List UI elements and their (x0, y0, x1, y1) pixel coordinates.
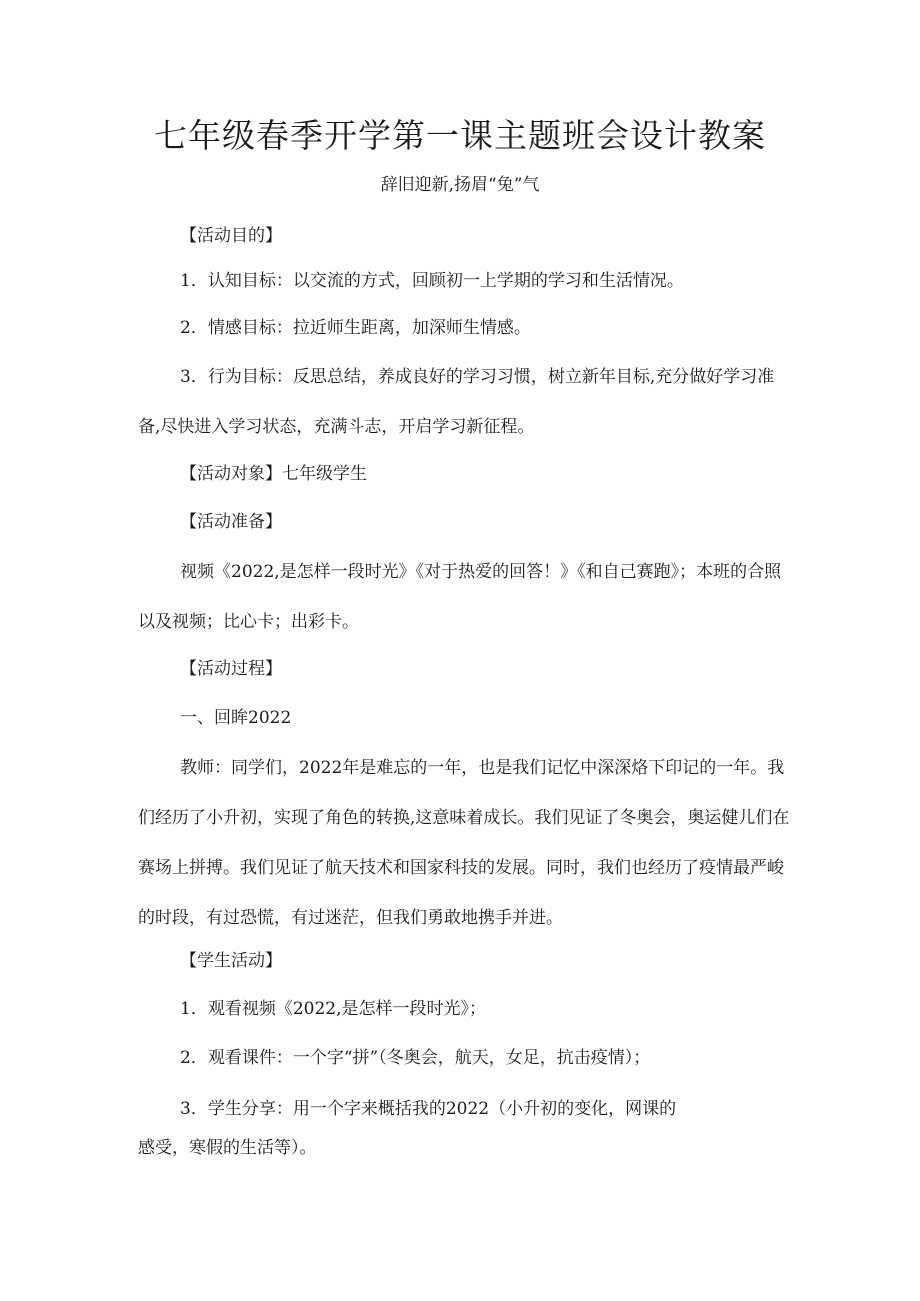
student-item-3-continued: 感受，寒假的生活等）。 (138, 1138, 317, 1158)
student-heading: 【学生活动】 (180, 951, 282, 971)
process-heading: 【活动过程】 (180, 659, 282, 679)
section-heading-1: 一、回眸2022 (180, 708, 292, 728)
goal-heading: 【活动目的】 (180, 226, 282, 246)
goal-item-2: 2．情感目标：拉近师生距离，加深师生情感。 (180, 318, 531, 338)
goal-item-1: 1．认知目标：以交流的方式，回顾初一上学期的学习和生活情况。 (180, 271, 684, 291)
prep-text: 视频《2022,是怎样一段时光》《对于热爱的回答！》《和自己赛跑》；本班的合照以及视频；比心卡；出彩卡。 (138, 562, 782, 632)
document-title: 七年级春季开学第一课主题班会设计教案 (154, 116, 766, 155)
activity-target: 【活动对象】七年级学生 (180, 464, 367, 484)
document-subtitle: 辞旧迎新,扬眉“兔”气 (380, 175, 540, 195)
student-item-1: 1．观看视频《2022,是怎样一段时光》； (180, 999, 486, 1019)
student-item-3: 3．学生分享：用一个字来概括我的2022（小升初的变化，网课的 (180, 1099, 677, 1119)
goal-item-3: 3．行为目标：反思总结，养成良好的学习习惯，树立新年目标,充分做好学习准备,尽快进入学习状态，充满斗志，开启学习新征程。 (138, 367, 775, 437)
prep-heading: 【活动准备】 (180, 512, 282, 532)
student-item-2: 2．观看课件：一个字“拼”（冬奥会，航天，女足，抗击疫情）； (180, 1048, 651, 1068)
teacher-text: 教师：同学们，2022年是难忘的一年，也是我们记忆中深深烙下印记的一年。我们经历了小升初，实现了角色的转换,这意味着成长。我们见证了冬奥会，奥运健儿们在赛场上拼搏。我们见证了航天技术和国家科技的发展。同时，我们也经历了疫情最严峻的时段，有过恐慌，有过迷茫，但我们勇敢地携手并进。 (138, 758, 790, 928)
